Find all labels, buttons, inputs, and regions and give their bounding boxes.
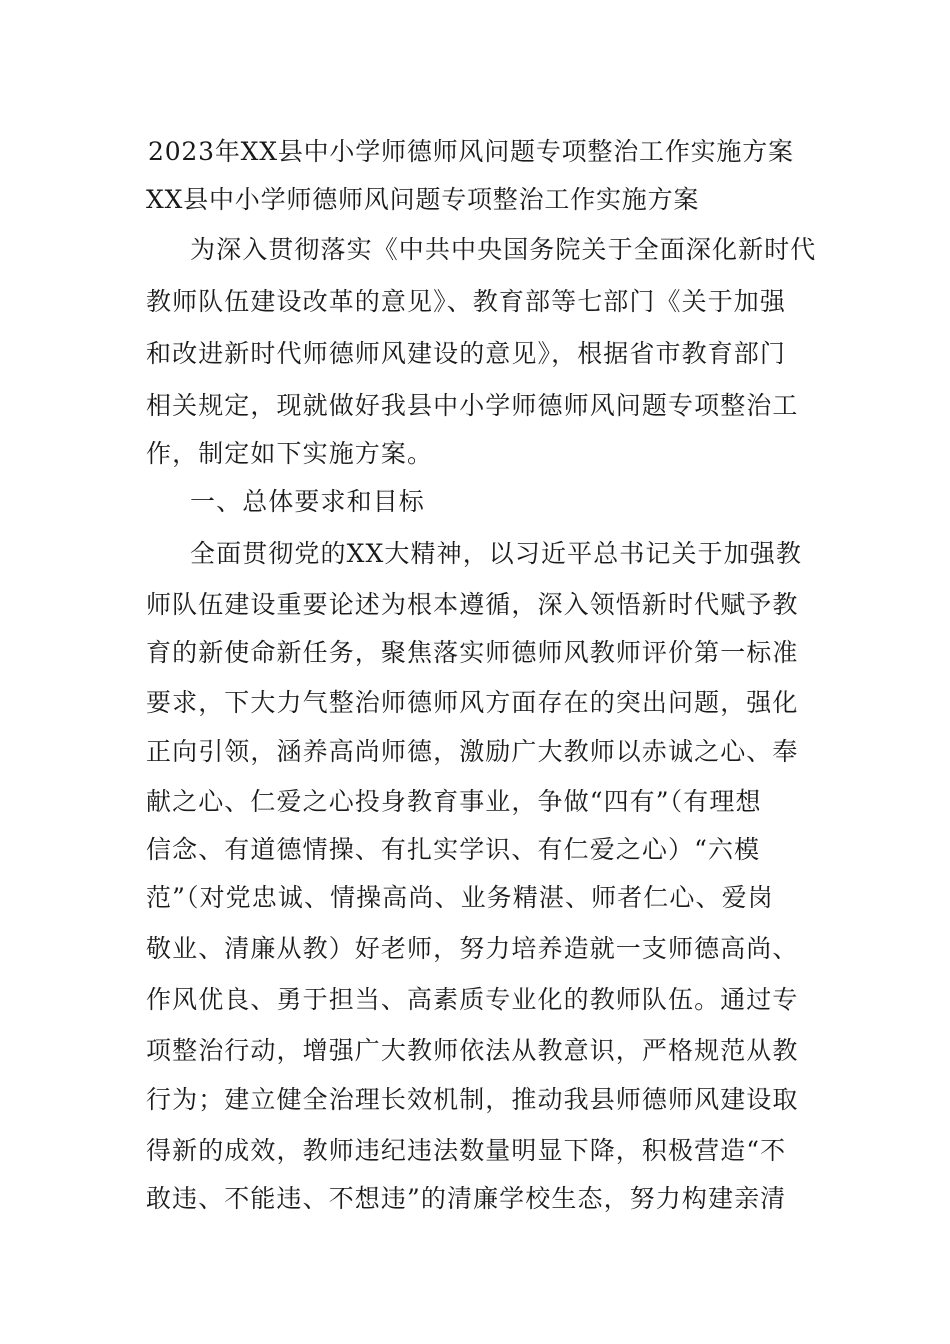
paragraph-line: 敢违、不能违、不想违”的清廉学校生态，努力构建亲清 — [146, 1184, 787, 1213]
paragraph-line: 正向引领，涵养高尚师德，激励广大教师以赤诚之心、奉 — [146, 737, 799, 766]
document-subtitle: XX县中小学师德师风问题专项整治工作实施方案 — [146, 185, 700, 214]
paragraph-line: 为深入贯彻落实《中共中央国务院关于全面深化新时代 — [190, 235, 817, 264]
paragraph-line: 育的新使命新任务，聚焦落实师德师风教师评价第一标准 — [146, 638, 799, 667]
paragraph-line: 师队伍建设重要论述为根本遵循，深入领悟新时代赋予教 — [146, 590, 799, 619]
paragraph-line: 全面贯彻党的XX大精神，以习近平总书记关于加强教 — [190, 539, 802, 568]
paragraph-line: 得新的成效，教师违纪违法数量明显下降，积极营造“不 — [146, 1136, 787, 1165]
paragraph-line: 项整治行动，增强广大教师依法从教意识，严格规范从教 — [146, 1036, 799, 1065]
paragraph-line: 献之心、仁爱之心投身教育事业，争做“四有”（有理想 — [146, 787, 762, 816]
paragraph-line: 要求，下大力气整治师德师风方面存在的突出问题，强化 — [146, 688, 799, 717]
document-title: 2023年XX县中小学师德师风问题专项整治工作实施方案 — [148, 137, 794, 166]
paragraph-line: 行为；建立健全治理长效机制，推动我县师德师风建设取 — [146, 1085, 799, 1114]
paragraph-line: 敬业、清廉从教）好老师，努力培养造就一支师德高尚、 — [146, 934, 799, 963]
paragraph-line: 作风优良、勇于担当、高素质专业化的教师队伍。通过专 — [146, 985, 799, 1014]
section-heading: 一、总体要求和目标 — [190, 487, 425, 516]
paragraph-line: 教师队伍建设改革的意见》、教育部等七部门《关于加强 — [146, 287, 787, 316]
paragraph-line: 和改进新时代师德师风建设的意见》，根据省市教育部门 — [146, 339, 787, 368]
paragraph-line: 作，制定如下实施方案。 — [146, 439, 434, 468]
paragraph-line: 信念、有道德情操、有扎实学识、有仁爱之心）“六模 — [146, 835, 761, 864]
paragraph-line: 相关规定，现就做好我县中小学师德师风问题专项整治工 — [146, 391, 799, 420]
paragraph-line: 范”（对党忠诚、情操高尚、业务精湛、师者仁心、爱岗 — [146, 883, 774, 912]
